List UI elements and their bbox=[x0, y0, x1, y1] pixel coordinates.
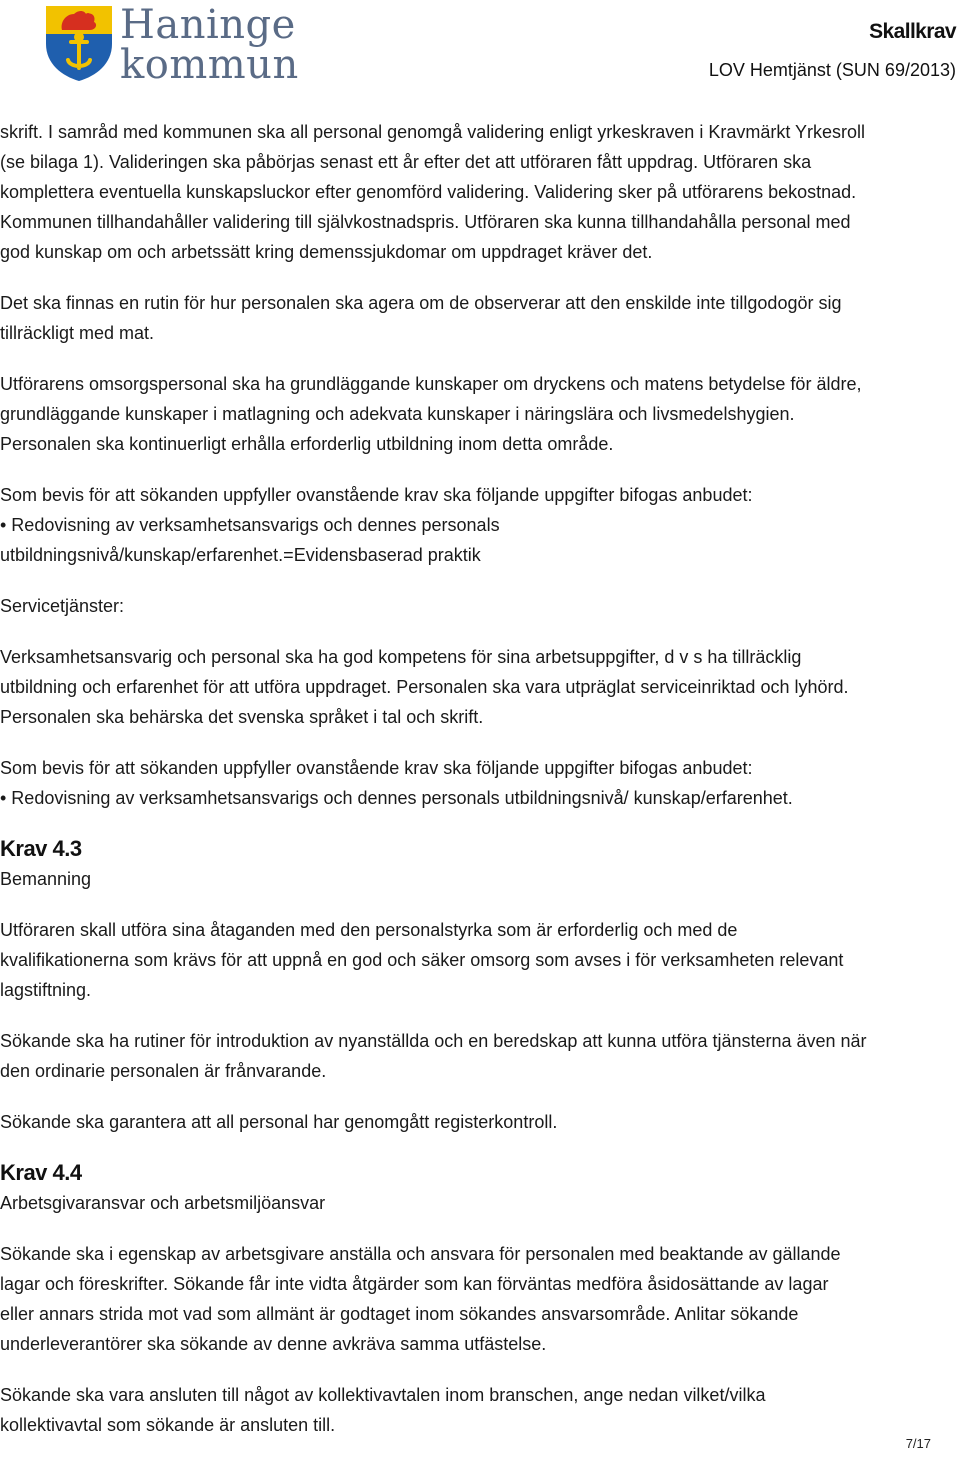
section-subheading-bemanning: Bemanning bbox=[0, 869, 92, 889]
text-line: tillräckligt med mat. bbox=[0, 323, 155, 343]
text-line: lagstiftning. bbox=[0, 980, 92, 1000]
text-line: grundläggande kunskaper i matlagning och adekvata kunskaper i näringslära och livsmedelshygien. bbox=[0, 404, 795, 424]
text-line: Som bevis för att sökanden uppfyller ovanstående krav ska följande uppgifter bifogas anbudet: bbox=[0, 758, 753, 778]
section-heading-krav-4-4: Krav 4.4 bbox=[0, 1160, 82, 1185]
paragraph-servicetjanster bbox=[0, 642, 960, 732]
bullet-item: • Redovisning av verksamhetsansvarigs och dennes personals bbox=[0, 515, 500, 535]
text-line: Kommunen tillhandahåller validering till självkostnadspris. Utföraren ska kunna tillhandahålla personal med bbox=[0, 212, 851, 232]
paragraph-bevis-service bbox=[0, 753, 960, 813]
paragraph-servicetjanster-label bbox=[0, 591, 960, 621]
page-header bbox=[0, 0, 960, 92]
text-line: (se bilaga 1). Valideringen ska påbörjas senast ett år efter det att utföraren fått uppdrag. Utföraren ska bbox=[0, 152, 812, 172]
text-line: underleverantörer ska sökande av denne avkräva samma utfästelse. bbox=[0, 1334, 547, 1354]
text-line: utbildning och erfarenhet för att utföra uppdraget. Personalen ska vara utpräglat serviceinriktad och lyhörd. bbox=[0, 677, 849, 697]
paragraph-arbetsgivare bbox=[0, 1239, 960, 1359]
paragraph-kollektivavtal bbox=[0, 1380, 960, 1440]
text-line: utbildningsnivå/kunskap/erfarenhet.=Evidensbaserad praktik bbox=[0, 545, 481, 565]
paragraph-validering bbox=[0, 117, 960, 267]
paragraph-registerkontroll bbox=[0, 1107, 960, 1137]
bullet-item: • Redovisning av verksamhetsansvarigs och dennes personals utbildningsnivå/ kunskap/erfarenhet. bbox=[0, 788, 793, 808]
text-line: Servicetjänster: bbox=[0, 596, 125, 616]
text-line: Verksamhetsansvarig och personal ska ha god kompetens för sina arbetsuppgifter, d v s ha tillräcklig bbox=[0, 647, 802, 667]
section-subheading-arbetsgivaransvar: Arbetsgivaransvar och arbetsmiljöansvar bbox=[0, 1193, 326, 1213]
paragraph-bevis-omsorg bbox=[0, 480, 960, 570]
logo-text-haninge: Haninge bbox=[120, 2, 296, 48]
text-line: Sökande ska garantera att all personal har genomgått registerkontroll. bbox=[0, 1112, 558, 1132]
paragraph-omsorgspersonal bbox=[0, 369, 960, 459]
text-line: kvalifikationerna som krävs för att uppnå en god och säker omsorg som avses i för verksamheten relevant bbox=[0, 950, 844, 970]
text-line: skrift. I samråd med kommunen ska all personal genomgå validering enligt yrkeskraven i Kravmärkt Yrkesroll bbox=[0, 122, 866, 142]
paragraph-rutin-mat bbox=[0, 288, 960, 348]
document-body bbox=[0, 117, 960, 1461]
coat-of-arms-icon bbox=[44, 4, 114, 82]
haninge-kommun-logo bbox=[44, 2, 299, 88]
paragraph-personalstyrka bbox=[0, 915, 960, 1005]
paragraph-introduktion bbox=[0, 1026, 960, 1086]
text-line: Personalen ska kontinuerligt erhålla erforderlig utbildning inom detta område. bbox=[0, 434, 614, 454]
text-line: god kunskap om och arbetssätt kring demenssjukdomar om uppdraget kräver det. bbox=[0, 242, 653, 262]
text-line: Det ska finnas en rutin för hur personalen ska agera om de observerar att den enskilde inte tillgodogör sig bbox=[0, 293, 842, 313]
text-line: komplettera eventuella kunskapsluckor efter genomförd validering. Validering sker på utförarens bekostnad. bbox=[0, 182, 857, 202]
text-line: Sökande ska ha rutiner för introduktion av nyanställda och en beredskap att kunna utföra tjänsterna även när bbox=[0, 1031, 867, 1051]
logo-text-kommun: kommun bbox=[120, 42, 299, 88]
page-number: 7/17 bbox=[905, 1436, 931, 1451]
text-line: Sökande ska vara ansluten till något av kollektivavtalen inom branschen, ange nedan vilket/vilka bbox=[0, 1385, 766, 1405]
text-line: Utföraren skall utföra sina åtaganden med den personalstyrka som är erforderlig och med de bbox=[0, 920, 738, 940]
text-line: Personalen ska behärska det svenska språket i tal och skrift. bbox=[0, 707, 484, 727]
document-title: Skallkrav bbox=[869, 20, 956, 43]
text-line: Sökande ska i egenskap av arbetsgivare anställa och ansvara för personalen med beaktande av gällande bbox=[0, 1244, 841, 1264]
text-line: lagar och föreskrifter. Sökande får inte vidta åtgärder som kan förväntas medföra åsidosättande av lagar bbox=[0, 1274, 829, 1294]
document-subtitle: LOV Hemtjänst (SUN 69/2013) bbox=[708, 60, 956, 80]
text-line: Som bevis för att sökanden uppfyller ovanstående krav ska följande uppgifter bifogas anbudet: bbox=[0, 485, 753, 505]
text-line: kollektivavtal som sökande är ansluten till. bbox=[0, 1415, 336, 1435]
text-line: Utförarens omsorgspersonal ska ha grundläggande kunskaper om dryckens och matens betydelse för äldre, bbox=[0, 374, 862, 394]
text-line: eller annars strida mot vad som allmänt är godtaget inom sökandes ansvarsområde. Anlitar sökande bbox=[0, 1304, 799, 1324]
text-line: den ordinarie personalen är frånvarande. bbox=[0, 1061, 327, 1081]
section-heading-krav-4-3: Krav 4.3 bbox=[0, 836, 82, 861]
